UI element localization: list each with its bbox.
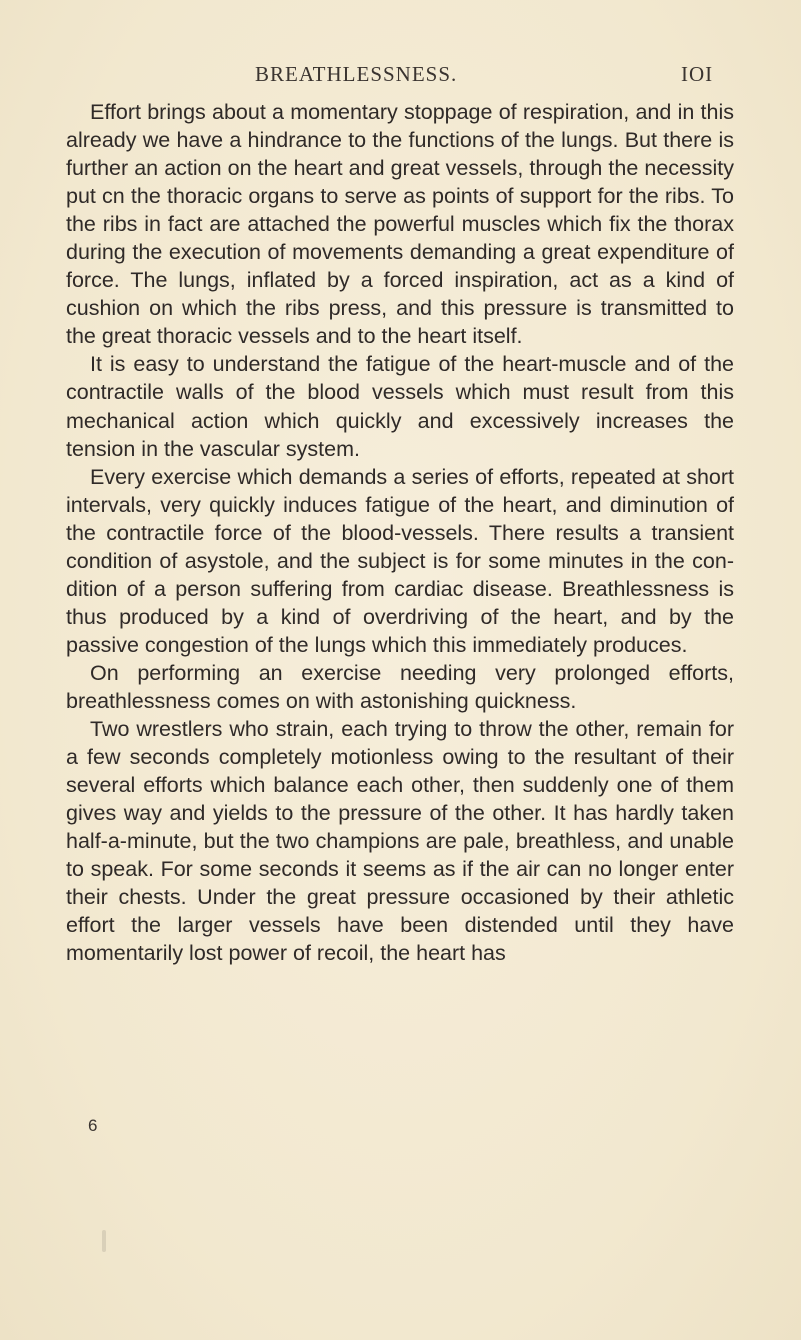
page-number: IOI	[681, 62, 714, 86]
paragraph: Every exercise which demands a series of efforts, repeated at short intervals, very quickly induces fatigue of the heart, and diminution of the contractile force of the blood-vessels. There results a transient condition of asystole, and the subject is for some minutes in the condition of a person suffering from cardiac disease. Breathlessness is thus produced by a kind of overdriving of the heart, and by the passive congestion of the lungs which this immediately produces.	[66, 464, 734, 657]
signature-mark: 6	[88, 1116, 98, 1135]
paragraph: On performing an exercise needing very prolonged efforts, breathlessness comes on with astonishing quickness.	[66, 660, 734, 713]
paragraph: Two wrestlers who strain, each trying to throw the other, remain for a few seconds completely motionless owing to the resultant of their several efforts which balance each other, then suddenly one of them gives way and yields to the pressure of the other. It has hardly taken half-a-minute, but the two champions are pale, breathless, and unable to speak. For some seconds it seems as if the air can no longer enter their chests. Under the great pressure occasioned by their athletic effort the larger vessels have been distended until they have momentarily lost power of recoil, the heart has	[66, 717, 734, 966]
body-text	[66, 98, 734, 967]
paper-speck	[102, 1230, 106, 1252]
paragraph: It is easy to understand the fatigue of the heart-muscle and of the contractile walls of the blood vessels which must result from this mechanical action which quickly and excessively increases the tension in the vascular system.	[66, 352, 734, 461]
running-title: BREATHLESSNESS.	[255, 62, 458, 86]
page-header	[0, 62, 801, 92]
paragraph: Effort brings about a momentary stoppage of respiration, and in this already we have a hindrance to the functions of the lungs. But there is further an action on the heart and great vessels, through the necessity put cn the thoracic organs to serve as points of support for the ribs. To the ribs in fact are attached the powerful muscles which fix the thorax during the execution of movements demanding a great expenditure of force. The lungs, inflated by a forced inspiration, act as a kind of cushion on which the ribs press, and this pressure is transmitted to the great thoracic vessels and to the heart itself.	[66, 100, 734, 349]
